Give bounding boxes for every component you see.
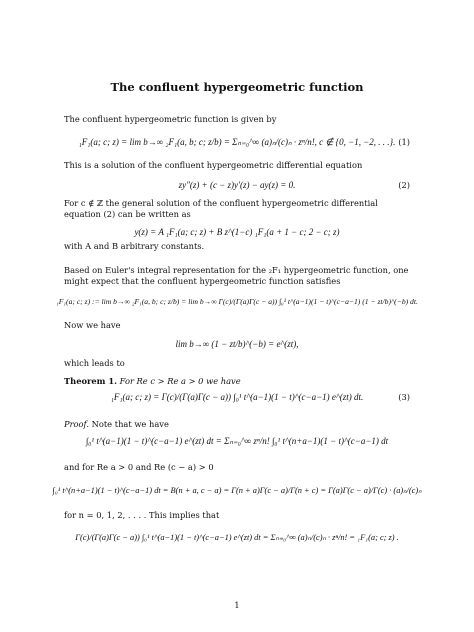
proof-intro <box>64 419 410 430</box>
equation-limit-text: lim b→∞ (1 − zt/b)^(−b) = e^(zt), <box>175 339 299 349</box>
paragraph-intro: The confluent hypergeometric function is given by <box>64 114 277 124</box>
proof-text: Note that we have <box>91 419 169 429</box>
paragraph-general-solution: For c ∉ ℤ the general solution of the confluent hypergeometric differential equation (2) can be written as <box>64 198 378 219</box>
equation-2-text: zy″(z) + (c − z)y′(z) − ay(z) = 0. <box>178 180 296 190</box>
equation-series-expansion-text: ∫₀¹ t^(a−1)(1 − t)^(c−a−1) e^(zt) dt = Σₙ₌₀^∞ zⁿ/n! ∫₀¹ t^(n+a−1)(1 − t)^(c−a−1) dt <box>85 435 389 446</box>
equation-euler-integral <box>56 290 418 312</box>
page-number: 1 <box>234 601 240 611</box>
paragraph-leads-to: which leads to <box>64 358 125 368</box>
proof-label: Proof. <box>64 419 89 429</box>
document-title: The confluent hypergeometric function <box>110 80 364 94</box>
equation-general-solution-text: y(z) = A ₁F₁(a; c; z) + B z^(1−c) ₁F₁(a + 1 − c; 2 − c; z) <box>134 227 340 237</box>
equation-euler-integral-text: ₁F₁(a; c; z) := lim b→∞ ₂F₁(a, b; c; z/b) = lim b→∞ Γ(c)/(Γ(a)Γ(c − a)) ∫₀¹ t^(a−1)(1 − t)^(c−a−1) (1 − zt/b)^(−b) dt. <box>56 296 418 306</box>
equation-3 <box>64 386 410 408</box>
equation-beta-integral-text: ∫₀¹ t^(n+a−1)(1 − t)^(c−a−1) dt = B(n + a, c − a) = Γ(n + a)Γ(c − a)/Γ(n + c) = Γ(a)Γ(c − a)/Γ(c) · (a)ₙ/(c)ₙ <box>52 486 422 495</box>
equation-3-text: ₁F₁(a; c; z) = Γ(c)/(Γ(a)Γ(c − a)) ∫₀¹ t^(a−1)(1 − t)^(c−a−1) e^(zt) dt. <box>110 392 364 402</box>
equation-final-text: Γ(c)/(Γ(a)Γ(c − a)) ∫₀¹ t^(a−1)(1 − t)^(c−a−1) e^(zt) dt = Σₙ₌₀^∞ (a)ₙ/(c)ₙ · zⁿ/n! = ₁F₁(a; c; z) . <box>75 533 399 542</box>
equation-2-number: (2) <box>398 180 410 190</box>
paragraph-euler: Based on Euler's integral representation for the ₂F₁ hypergeometric function, one might expect that the confluent hypergeometric function satisfies <box>64 265 409 286</box>
equation-limit <box>64 333 410 355</box>
equation-1-number: (1) <box>398 137 410 147</box>
equation-general-solution <box>64 221 410 243</box>
equation-final <box>64 526 410 548</box>
equation-beta-integral <box>52 479 422 501</box>
equation-2 <box>64 174 410 196</box>
paragraph-conditions: and for Re a > 0 and Re (c − a) > 0 <box>64 462 214 472</box>
equation-3-number: (3) <box>398 392 410 402</box>
equation-1-text: ₁F₁(a; c; z) = lim b→∞ ₂F₁(a, b; c; z/b) = Σₙ₌₀^∞ (a)ₙ/(c)ₙ · zⁿ/n!, c ∉ {0, −1, −2, . . .}. <box>78 136 396 147</box>
theorem-label: Theorem 1. <box>64 376 117 386</box>
theorem-text: For Re c > Re a > 0 we have <box>119 376 241 386</box>
paragraph-implies: for n = 0, 1, 2, . . . . This implies that <box>64 510 220 520</box>
paragraph-now: Now we have <box>64 320 121 330</box>
paragraph-constants: with A and B arbitrary constants. <box>64 241 205 251</box>
paragraph-ode-intro: This is a solution of the confluent hypergeometric differential equation <box>64 160 363 170</box>
equation-series-expansion <box>64 430 410 452</box>
equation-1 <box>64 131 410 153</box>
